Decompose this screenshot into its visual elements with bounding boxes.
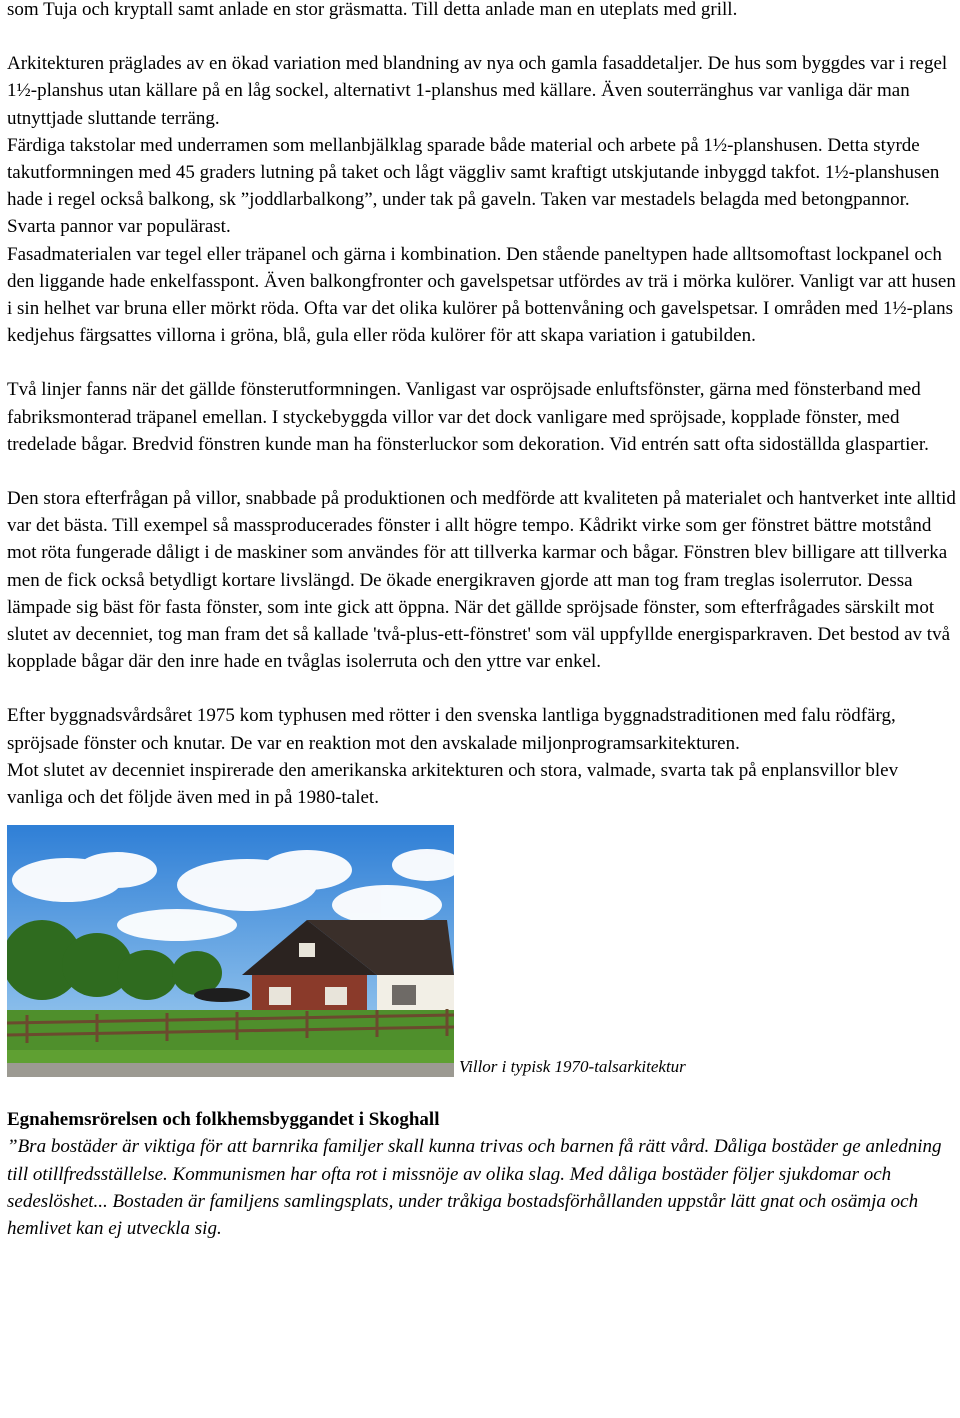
paragraph-american: Mot slutet av decenniet inspirerade den amerikanska arkitekturen och stora, valmade, svarta tak på enplansvillor blev vanliga och det följde även med in på 1980-talet. (7, 759, 899, 809)
photo-caption: Villor i typisk 1970-talsarkitektur (459, 1057, 686, 1077)
section-quote: ”Bra bostäder är viktiga för att barnrika familjer skall kunna trivas och barnen få rätt vård. Dåliga bostäder ge anledning till otillfredsställelse. Kommunismen har ofta rot i missnöje av olika slag. Med dåliga bostäder följer sjukdomar och sedeslöshet... Bostaden är familjens samlingsplats, under tråkiga bostadsförhållanden uppstår lätt gnat och osämja och hemlivet kan ej utveckla sig. (7, 1136, 942, 1240)
spacer (7, 675, 957, 702)
spacer (7, 458, 957, 485)
paragraph-roof-trusses: Färdiga takstolar med underramen som mellanbjälklag sparade både material och arbete på 1½-planshusen. Detta styrde takutformningen med 45 graders lutning på taket och lågt väggliv samt kraftigt utskjutande inbyggd takfot. 1½-planshusen hade i regel också balkong, sk ”joddlarbalkong”, under tak på gaveln. Taken var mestadels belagda med betongpannor. Svarta pannor var populärast. (7, 134, 940, 238)
paragraph-facade-materials: Fasadmaterialen var tegel eller träpanel och gärna i kombination. Den stående paneltypen hade alltsomoftast lockpanel och den liggande hade enkelfasspont. Även balkongfronter och gavelspetsar utfördes av trä i mörka kulörer. Vanligt var att husen i sin helhet var bruna eller mörkt röda. Ofta var det olika kulörer på bottenvåning och gavelspetsar. I områden med 1½-plans kedjehus färgsattes villorna i gröna, blå, gula eller röda kulörer för att skapa variation i gatubilden. (7, 243, 956, 347)
spacer (7, 23, 957, 50)
photo-figure (7, 825, 957, 1081)
house-photo (7, 825, 454, 1077)
paragraph-quality: Den stora efterfrågan på villor, snabbade på produktionen och medförde att kvaliteten på materialet och hantverket inte alltid var det bästa. Till exempel så massproducerades fönster i allt högre tempo. Kådrikt virke som ger fönstret bättre motstånd mot röta fungerade dåligt i de maskiner som användes för att tillverka karmar och bågar. Fönstren blev billigare att tillverka men de fick också betydligt kortare livslängd. De ökade energikraven gjorde att man tog fram treglas isolerrutor. Dessa lämpade sig bäst för fasta fönster, som inte gick att öppna. När det gällde spröjsade fönster, som efterfrågades särskilt mot slutet av decenniet, tog man fram det så kallade 'två-plus-ett-fönstret' som väl uppfyllde energisparkraven. Det bestod av två kopplade bågar där den inre hade en tvåglas isolerruta och den yttre var enkel. (7, 488, 956, 673)
spacer (7, 349, 957, 376)
document (7, 0, 957, 1242)
house-photo-illustration (7, 825, 454, 1077)
paragraph-windows: Två linjer fanns när det gällde fönsterutformningen. Vanligast var ospröjsade enluftsfönster, gärna med fönsterband med fabriksmonterad träpanel emellan. I styckebyggda villor var det dock vanligare med spröjsade, kopplade fönster, med tredelade bågar. Bredvid fönstren kunde man ha fönsterluckor som dekoration. Vid entrén satt ofta sidoställda glaspartier. (7, 379, 929, 455)
paragraph-1975: Efter byggnadsvårdsåret 1975 kom typhusen med rötter i den svenska lantliga byggnadstraditionen med falu rödfärg, spröjsade fönster och knutar. De var en reaktion mot den avskalade miljonprogramsarkitekturen. (7, 705, 896, 754)
paragraph-architecture: Arkitekturen präglades av en ökad variation med blandning av nya och gamla fasaddetaljer. De hus som byggdes var i regel 1½-planshus utan källare på en låg sockel, alternativt 1-planshus med källare. Även souterränghus var vanliga där man utnyttjade sluttande terräng. (7, 53, 948, 129)
paragraph-grass: som Tuja och kryptall samt anlade en stor gräsmatta. Till detta anlade man en uteplats med grill. (7, 0, 738, 20)
section-heading: Egnahemsrörelsen och folkhemsbyggandet i Skoghall (7, 1109, 440, 1131)
